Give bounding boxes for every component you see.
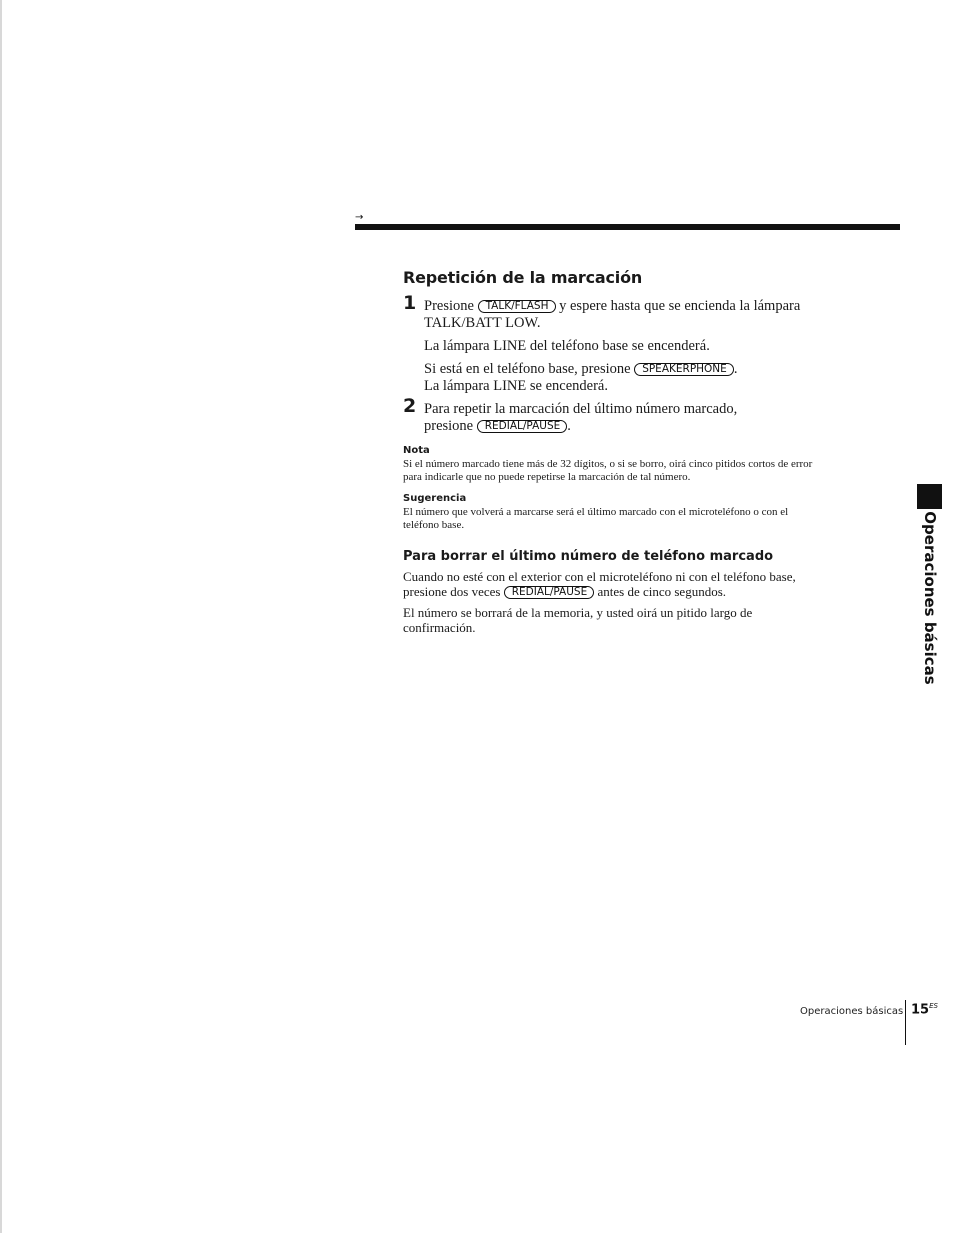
- subsection-title: Para borrar el último número de teléfono marcado: [403, 549, 774, 564]
- footer-rule: [905, 1000, 906, 1045]
- step-1-base-detail: La lámpara LINE se encenderá.: [424, 378, 608, 394]
- step-2: [403, 395, 823, 435]
- step-2-key-line: presione REDIAL/PAUSE .: [424, 418, 571, 434]
- step-1-instruction: Presione TALK/FLASH y espere hasta que se encienda la lámpara TALK/BATT LOW.: [424, 298, 801, 331]
- tip-heading: Sugerencia: [403, 493, 467, 504]
- subsection-paragraph-1: Cuando no esté con el exterior con el microteléfono ni con el teléfono base, presione dos veces REDIAL/PAUSE antes de cinco segundos.: [403, 569, 796, 599]
- footer-label: Operaciones básicas: [800, 1006, 904, 1017]
- speakerphone-key: SPEAKERPHONE: [634, 363, 734, 376]
- step-number: 2: [403, 395, 417, 417]
- header-mark: →: [355, 212, 364, 223]
- talk-flash-key: TALK/FLASH: [478, 300, 556, 313]
- step-2-instruction: Para repetir la marcación del último número marcado,: [424, 401, 738, 417]
- page-edge: [0, 0, 2, 1233]
- note-heading: Nota: [403, 445, 430, 456]
- top-rule: [355, 224, 900, 230]
- language-suffix: ES: [929, 1002, 938, 1010]
- step-1: [403, 292, 823, 395]
- section-title: Repetición de la marcación: [403, 268, 643, 287]
- main-content: [403, 266, 823, 635]
- side-tab-label: Operaciones básicas: [921, 511, 939, 685]
- step-1-detail: La lámpara LINE del teléfono base se encenderá.: [424, 338, 710, 354]
- step-1-base-instruction: Si está en el teléfono base, presione SPEAKERPHONE .: [424, 361, 738, 377]
- redial-pause-key: REDIAL/PAUSE: [504, 586, 595, 599]
- tip-text: El número que volverá a marcarse será el último marcado con el microteléfono o con el teléfono base.: [403, 506, 789, 531]
- step-number: 1: [403, 292, 417, 314]
- note-text: Si el número marcado tiene más de 32 dígitos, o si se borro, oirá cinco pitidos cortos de error para indicarle que no puede repetirse la marcación de tal número.: [403, 458, 813, 483]
- side-tab-marker: [917, 484, 942, 509]
- page-number: $15^{ES}$: [911, 1002, 938, 1018]
- subsection-paragraph-2: El número se borrará de la memoria, y usted oirá un pitido largo de confirmación.: [403, 605, 753, 635]
- redial-pause-key: REDIAL/PAUSE: [477, 420, 568, 433]
